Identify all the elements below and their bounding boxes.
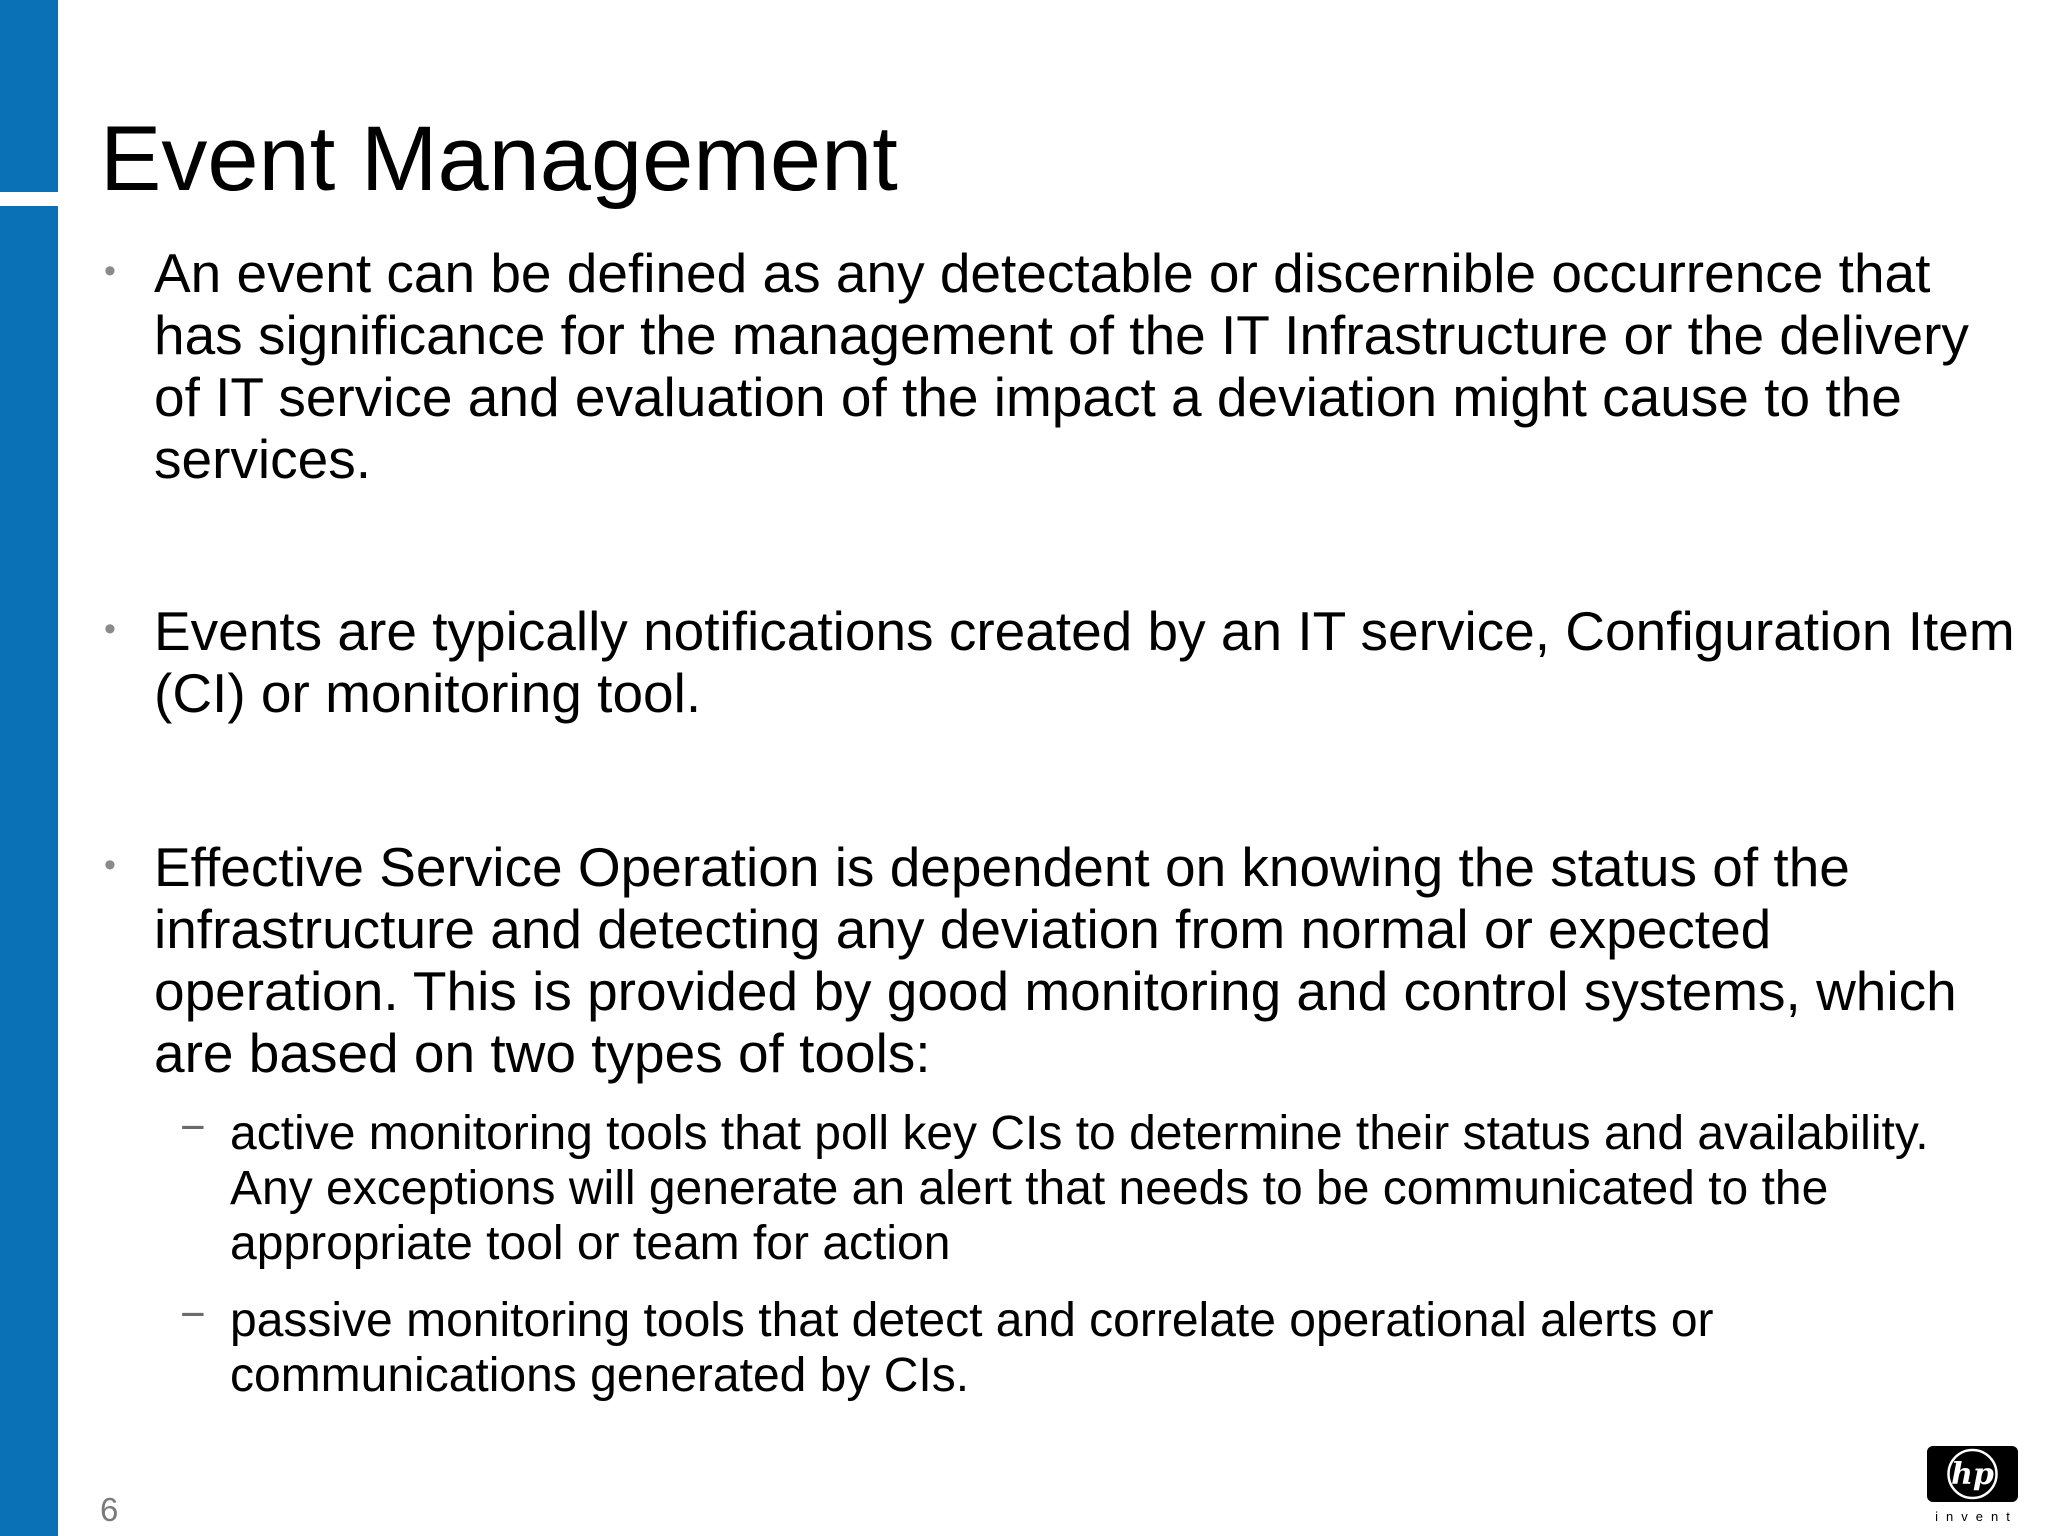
logo-wordmark: invent — [1935, 1509, 2018, 1524]
hp-logo-icon — [1925, 1444, 2020, 1504]
sub-bullet-text: passive monitoring tools that detect and correlate operational alerts or communications generated by CIs. — [230, 1294, 1714, 1402]
bullet-text: An event can be defined as any detectable or discernible occurrence that has significance for the management of the IT Infrastructure or the delivery of IT service and evaluation of the impact a deviation might cause to the services. — [154, 242, 1969, 490]
bullet-item — [100, 600, 2020, 724]
bullet-item — [100, 242, 2020, 490]
sub-bullet-text: active monitoring tools that poll key CIs to determine their status and availability. Any exceptions will generate an alert that needs to be communicated to the appropriate tool or team for action — [230, 1107, 1929, 1270]
bullet-text: Events are typically notifications created by an IT service, Configuration Item (CI) or monitoring tool. — [154, 600, 2015, 724]
bullet-item — [100, 836, 2020, 1084]
dash-icon: − — [180, 1290, 206, 1339]
sub-bullet-item — [100, 1290, 2020, 1403]
accent-bar-bottom — [0, 206, 58, 1536]
bullet-dot-icon: • — [104, 846, 116, 884]
svg-text:hp: hp — [1951, 1457, 1994, 1492]
sub-bullet-item — [100, 1103, 2020, 1271]
slide-body — [100, 242, 2020, 1403]
bullet-dot-icon: • — [104, 610, 116, 648]
accent-bar-top — [0, 0, 58, 192]
slide-title: Event Management — [100, 108, 898, 210]
page-number: 6 — [100, 1491, 119, 1528]
bullet-text: Effective Service Operation is dependent on knowing the status of the infrastructure and detecting any deviation from normal or expected operation. This is provided by good monitoring and control systems, which are based on two types of tools: — [154, 836, 1957, 1084]
dash-icon: − — [180, 1103, 206, 1152]
hp-logo — [1925, 1444, 2020, 1526]
bullet-dot-icon: • — [104, 252, 116, 290]
